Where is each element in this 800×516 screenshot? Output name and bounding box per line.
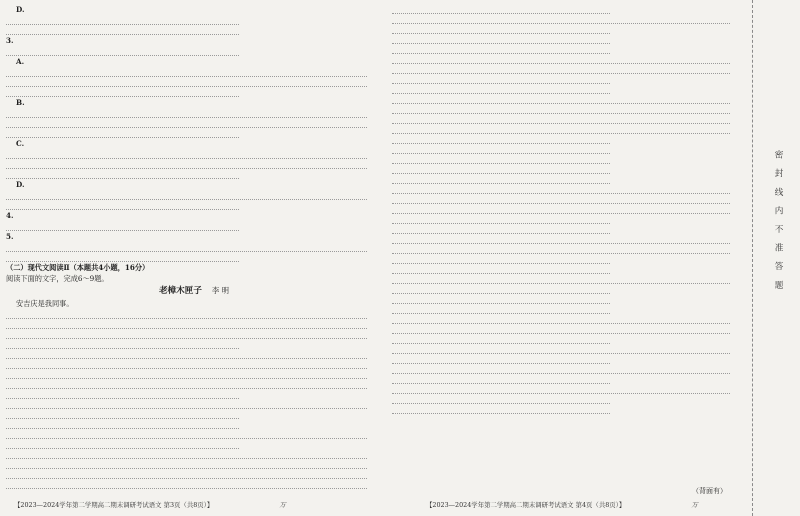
option-item bbox=[6, 4, 382, 15]
paragraph-continuation bbox=[392, 297, 744, 304]
paragraph-continuation bbox=[392, 307, 744, 314]
illegible-text-line bbox=[392, 297, 610, 304]
paragraph-continuation bbox=[6, 193, 382, 210]
illegible-text-line bbox=[6, 412, 239, 419]
page-4-footer-mark: 万 bbox=[691, 501, 698, 509]
illegible-text-line bbox=[6, 382, 367, 389]
story-title-text: 老樟木匣子 bbox=[158, 286, 202, 296]
illegible-text-line bbox=[392, 287, 610, 294]
illegible-text-line bbox=[6, 372, 367, 379]
paragraph-continuation bbox=[392, 17, 744, 34]
paragraph-continuation bbox=[392, 177, 744, 184]
illegible-text-line bbox=[392, 57, 730, 64]
illegible-text-line bbox=[6, 392, 239, 399]
illegible-text-line bbox=[6, 422, 239, 429]
illegible-text-line bbox=[392, 137, 610, 144]
exam-page-4 bbox=[392, 4, 744, 496]
paragraph-continuation bbox=[6, 352, 382, 399]
paragraph-continuation bbox=[392, 157, 744, 164]
option-item bbox=[6, 138, 382, 149]
story-author: 李 明 bbox=[211, 286, 230, 295]
illegible-text-line bbox=[6, 203, 239, 210]
illegible-text-line bbox=[6, 442, 239, 449]
item-label: A. bbox=[16, 57, 25, 66]
question-item bbox=[6, 35, 382, 46]
illegible-text-line bbox=[392, 17, 730, 24]
page-4-footer-text: 【2023—2024学年第二学期高二期末调研考试语文 第4页（共8页）】 bbox=[426, 501, 626, 509]
illegible-text-line bbox=[392, 247, 730, 254]
paragraph-continuation bbox=[392, 317, 744, 344]
paragraph-continuation bbox=[6, 28, 382, 35]
illegible-text-line bbox=[392, 377, 610, 384]
illegible-text-line bbox=[6, 18, 239, 25]
paragraph-continuation bbox=[6, 49, 382, 56]
illegible-text-line bbox=[6, 193, 367, 200]
illegible-text-line bbox=[6, 245, 367, 252]
text-item bbox=[6, 273, 382, 284]
paragraph-continuation bbox=[392, 167, 744, 174]
illegible-text-line bbox=[6, 402, 367, 409]
illegible-text-line bbox=[392, 327, 730, 334]
illegible-text-line bbox=[392, 87, 610, 94]
illegible-text-line bbox=[392, 337, 610, 344]
illegible-text-line bbox=[392, 237, 730, 244]
illegible-text-line bbox=[392, 77, 610, 84]
paragraph-continuation bbox=[392, 97, 744, 144]
illegible-text-line bbox=[6, 49, 239, 56]
option-item bbox=[6, 56, 382, 67]
paragraph-continuation bbox=[6, 18, 382, 25]
page-3-footer bbox=[14, 500, 286, 509]
page-4-footer bbox=[426, 500, 698, 509]
paragraph-continuation bbox=[392, 227, 744, 234]
paragraph-continuation bbox=[6, 224, 382, 231]
page-3-footer-mark: 万 bbox=[279, 501, 286, 509]
illegible-text-line bbox=[6, 255, 239, 262]
item-label: 5. bbox=[6, 232, 14, 241]
paragraph-continuation bbox=[392, 47, 744, 54]
illegible-text-line bbox=[392, 357, 610, 364]
paragraph-continuation bbox=[6, 245, 382, 262]
illegible-text-line bbox=[6, 492, 239, 496]
illegible-text-line bbox=[6, 482, 367, 489]
page-3-footer-text: 【2023—2024学年第二学期高二期末调研考试语文 第3页（共8页）】 bbox=[14, 501, 214, 509]
paragraph-continuation bbox=[6, 70, 382, 97]
illegible-text-line bbox=[392, 207, 730, 214]
paragraph-continuation bbox=[392, 57, 744, 84]
illegible-text-line bbox=[6, 90, 239, 97]
illegible-text-line bbox=[392, 117, 730, 124]
illegible-text-line bbox=[392, 37, 610, 44]
illegible-text-line bbox=[6, 362, 367, 369]
illegible-text-line bbox=[392, 367, 730, 374]
illegible-text-line bbox=[392, 127, 730, 134]
illegible-text-line bbox=[392, 177, 610, 184]
paragraph-continuation bbox=[392, 37, 744, 44]
illegible-text-line bbox=[392, 307, 610, 314]
paragraph-continuation bbox=[392, 267, 744, 274]
paragraph-continuation bbox=[392, 277, 744, 294]
illegible-text-line bbox=[392, 347, 730, 354]
item-label: 3. bbox=[6, 36, 14, 45]
illegible-text-line bbox=[392, 157, 610, 164]
illegible-text-line bbox=[6, 224, 239, 231]
paragraph-continuation bbox=[392, 87, 744, 94]
illegible-text-line bbox=[6, 172, 239, 179]
illegible-text-line bbox=[392, 27, 610, 34]
illegible-text-line bbox=[6, 28, 239, 35]
option-item bbox=[6, 97, 382, 108]
item-text: （二）现代文阅读Ⅱ（本题共4小题，16分） bbox=[6, 263, 150, 272]
illegible-text-line bbox=[6, 121, 367, 128]
item-label: 4. bbox=[6, 211, 14, 220]
illegible-text-line bbox=[6, 432, 367, 439]
illegible-text-line bbox=[6, 472, 367, 479]
paragraph-continuation bbox=[392, 7, 744, 14]
illegible-text-line bbox=[6, 452, 367, 459]
paragraph-continuation bbox=[392, 147, 744, 154]
illegible-text-line bbox=[392, 7, 610, 14]
illegible-text-line bbox=[392, 277, 730, 284]
illegible-text-line bbox=[6, 342, 239, 349]
paragraph-continuation bbox=[392, 367, 744, 384]
story-title bbox=[6, 285, 382, 297]
paragraph-continuation bbox=[6, 152, 382, 179]
illegible-text-line bbox=[392, 47, 610, 54]
illegible-text-line bbox=[392, 187, 730, 194]
illegible-text-line bbox=[392, 387, 730, 394]
illegible-text-line bbox=[392, 167, 610, 174]
paragraph-continuation bbox=[6, 402, 382, 419]
illegible-text-line bbox=[392, 97, 730, 104]
item-label: D. bbox=[16, 5, 25, 14]
question-item bbox=[6, 231, 382, 242]
section-item bbox=[6, 262, 382, 273]
illegible-text-line bbox=[392, 147, 610, 154]
item-text: 阅读下面的文字，完成6～9题。 bbox=[6, 274, 109, 283]
paragraph-continuation bbox=[392, 237, 744, 264]
paragraph-continuation bbox=[6, 452, 382, 496]
illegible-text-line bbox=[392, 257, 610, 264]
paragraph-continuation bbox=[6, 422, 382, 429]
illegible-text-line bbox=[6, 70, 367, 77]
item-label: B. bbox=[16, 98, 25, 107]
option-item bbox=[6, 179, 382, 190]
paragraph-continuation bbox=[6, 432, 382, 449]
exam-page-3 bbox=[6, 4, 382, 496]
illegible-text-line bbox=[6, 131, 239, 138]
illegible-text-line bbox=[6, 152, 367, 159]
illegible-text-line bbox=[6, 111, 367, 118]
question-item bbox=[6, 210, 382, 221]
illegible-text-line bbox=[392, 227, 610, 234]
item-text: 安吉庆是我同事。 bbox=[16, 299, 74, 308]
paragraph-continuation bbox=[6, 312, 382, 349]
illegible-text-line bbox=[392, 267, 610, 274]
illegible-text-line bbox=[392, 317, 730, 324]
illegible-text-line bbox=[392, 217, 610, 224]
turn-over-note: （背面有） bbox=[692, 487, 727, 495]
paragraph-continuation bbox=[392, 187, 744, 224]
item-label: D. bbox=[16, 180, 25, 189]
illegible-text-line bbox=[6, 462, 367, 469]
illegible-text-line bbox=[392, 67, 730, 74]
illegible-text-line bbox=[6, 312, 367, 319]
illegible-text-line bbox=[6, 332, 367, 339]
illegible-text-line bbox=[6, 162, 367, 169]
paragraph-continuation bbox=[6, 111, 382, 138]
illegible-text-line bbox=[392, 397, 610, 404]
illegible-text-line bbox=[392, 107, 730, 114]
paragraph-continuation bbox=[392, 407, 744, 414]
illegible-text-line bbox=[6, 352, 367, 359]
illegible-text-line bbox=[392, 197, 730, 204]
item-label: C. bbox=[16, 139, 25, 148]
seal-line-notice: 密封线内不准答题 bbox=[773, 150, 783, 299]
paragraph-continuation bbox=[392, 387, 744, 404]
paragraph-continuation bbox=[392, 347, 744, 364]
illegible-text-line bbox=[6, 322, 367, 329]
illegible-text-line bbox=[6, 80, 367, 87]
story-paragraph bbox=[6, 298, 382, 309]
illegible-text-line bbox=[392, 407, 610, 414]
